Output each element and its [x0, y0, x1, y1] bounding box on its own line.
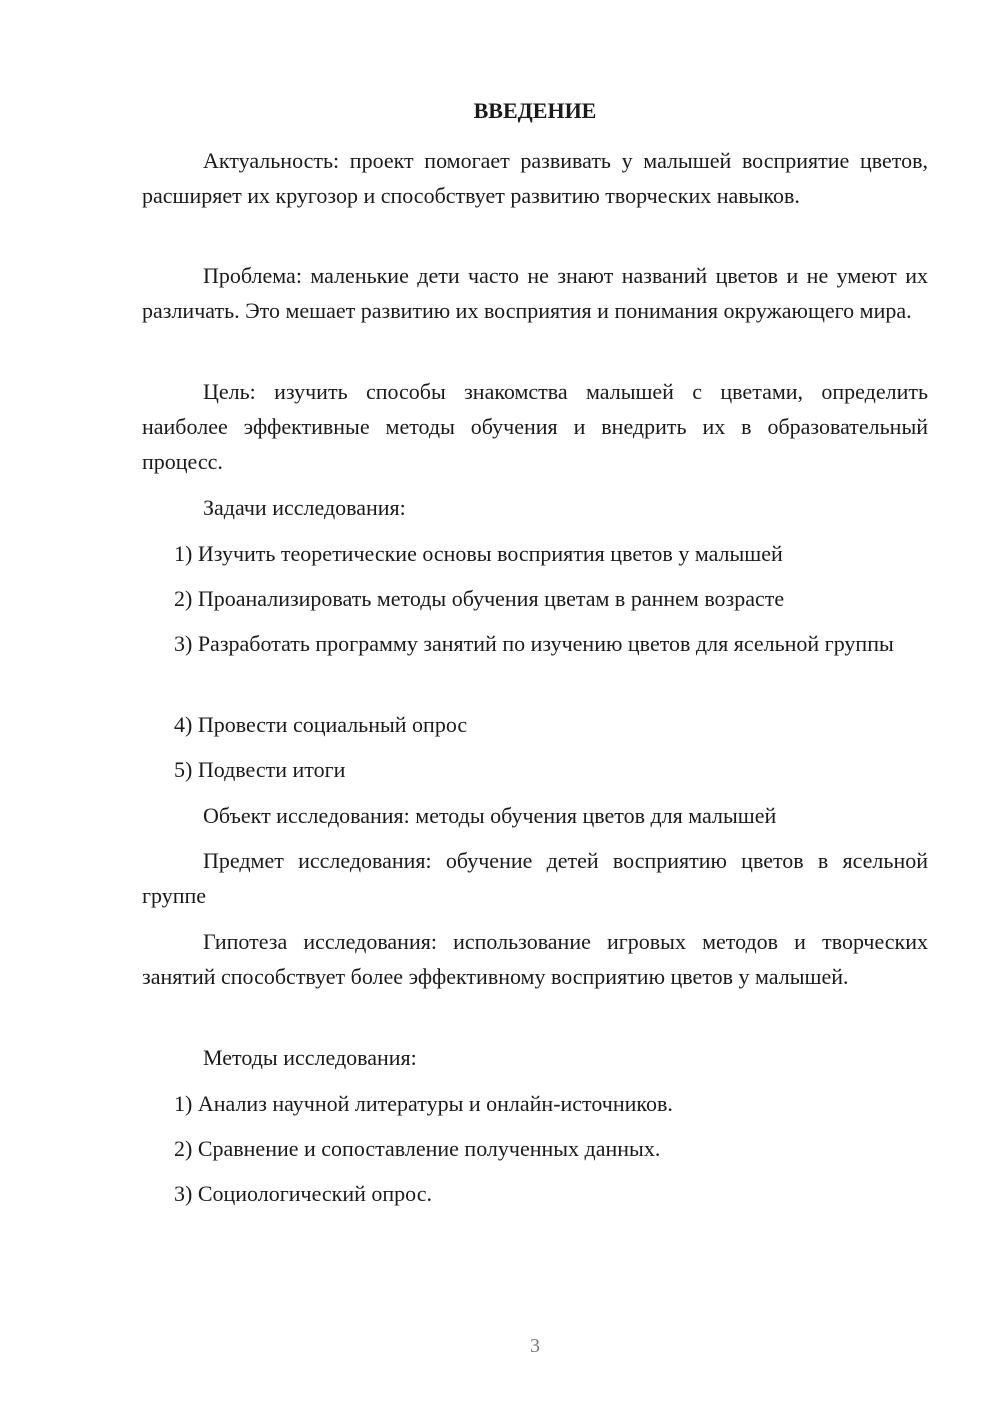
goal-paragraph: Цель: изучить способы знакомства малышей с цветами, определить наиболее эффективные методы обучения и внедрить их в образовательный процесс.: [142, 379, 928, 474]
problem-paragraph: Проблема: маленькие дети часто не знают названий цветов и не умеют их различать. Это мешает развитию их восприятия и понимания окружающего мира.: [142, 263, 928, 323]
subject-paragraph: Предмет исследования: обучение детей восприятию цветов в ясельной группе: [142, 848, 928, 908]
task-item-2: 2) Проанализировать методы обучения цветам в раннем возрасте: [174, 586, 785, 611]
object-paragraph: Объект исследования: методы обучения цветов для малышей: [203, 803, 777, 828]
page-title: ВВЕДЕНИЕ: [473, 98, 597, 123]
methods-heading: Методы исследования:: [203, 1045, 417, 1070]
document-page: [142, 0, 928, 1414]
task-item-5: 5) Подвести итоги: [174, 757, 346, 782]
task-item-1: 1) Изучить теоретические основы восприятия цветов у малышей: [174, 541, 783, 566]
method-item-2: 2) Сравнение и сопоставление полученных данных.: [174, 1136, 661, 1161]
tasks-heading: Задачи исследования:: [203, 495, 406, 520]
page-number: 3: [530, 1335, 540, 1357]
method-item-3: 3) Социологический опрос.: [174, 1181, 432, 1206]
task-item-4: 4) Провести социальный опрос: [174, 712, 468, 737]
relevance-paragraph: Актуальность: проект помогает развивать у малышей восприятие цветов, расширяет их кругозор и способствует развитию творческих навыков.: [142, 148, 928, 208]
task-item-3: 3) Разработать программу занятий по изучению цветов для ясельной группы: [174, 631, 894, 656]
method-item-1: 1) Анализ научной литературы и онлайн-источников.: [174, 1091, 673, 1116]
hypothesis-paragraph: Гипотеза исследования: использование игровых методов и творческих занятий способствует более эффективному восприятию цветов у малышей.: [142, 929, 928, 989]
